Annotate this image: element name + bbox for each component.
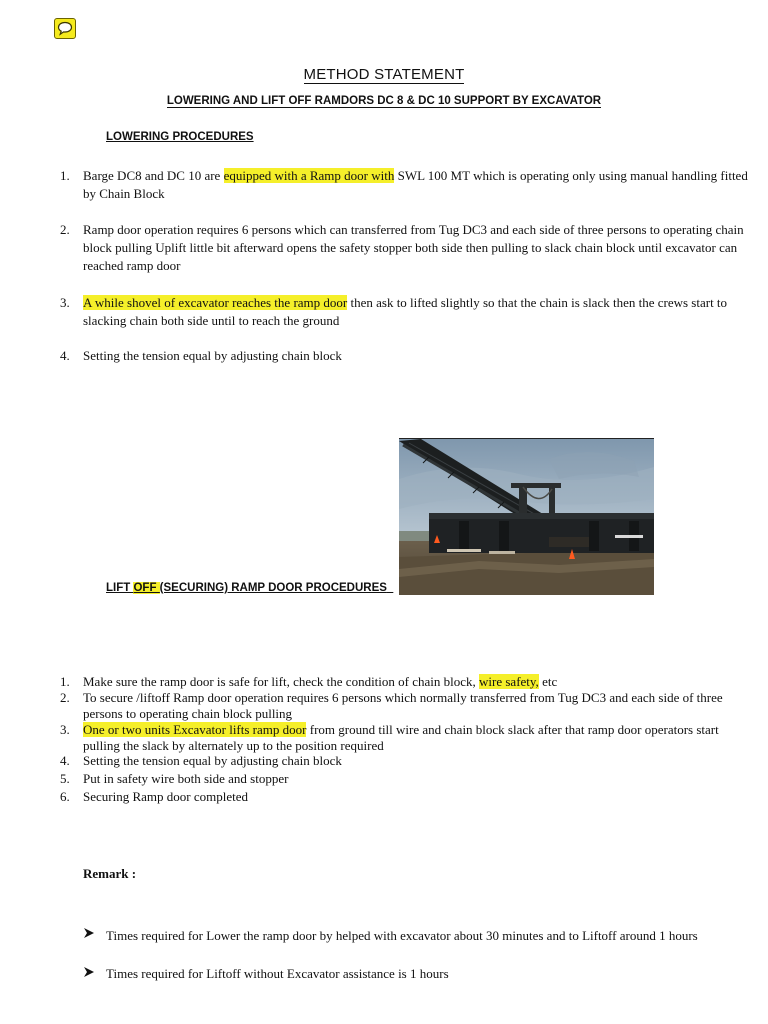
list-number: 3. (60, 722, 70, 737)
remark-bullet-2: Times required for Liftoff without Excavator assistance is 1 hours (106, 966, 449, 981)
list-number: 1. (60, 674, 70, 689)
list-number: 1. (60, 168, 70, 183)
list-number: 2. (60, 222, 70, 237)
liftoff-step-1: Make sure the ramp door is safe for lift, check the condition of chain block, wire safety, etc (83, 674, 558, 689)
document-subtitle: LOWERING AND LIFT OFF RAMDORS DC 8 & DC 10 SUPPORT BY EXCAVATOR (166, 95, 602, 107)
liftoff-step-5: Put in safety wire both side and stopper (83, 771, 289, 786)
highlighted-text: One or two units Excavator lifts ramp door (83, 722, 307, 737)
liftoff-step-6: Securing Ramp door completed (83, 789, 248, 804)
liftoff-heading: LIFT OFF (SECURING) RAMP DOOR PROCEDURES (106, 582, 387, 594)
arrowhead-bullet-icon (83, 966, 95, 982)
lowering-heading: LOWERING PROCEDURES (106, 131, 254, 143)
remark-bullet-1: Times required for Lower the ramp door by helped with excavator about 30 minutes and to Liftoff around 1 hours (106, 928, 698, 943)
lowering-step-1: Barge DC8 and DC 10 are equipped with a Ramp door with SWL 100 MT which is operating only using manual handling fitted by Chain Block (83, 168, 748, 201)
list-number: 2. (60, 690, 70, 705)
highlighted-text: equipped with a Ramp door with (223, 168, 395, 183)
highlighted-text: wire safety, (479, 674, 539, 689)
liftoff-step-2: To secure /liftoff Ramp door operation requires 6 persons which normally transferred from Tug DC3 and each side of three persons to operating chain block pulling (83, 690, 723, 721)
liftoff-step-3: One or two units Excavator lifts ramp door from ground till wire and chain block slack after that ramp door operators start pulling the slack by alternately up to the position required (83, 722, 719, 753)
remark-label: Remark : (83, 866, 137, 881)
highlighted-text: OFF (133, 582, 160, 594)
lowering-step-4: Setting the tension equal by adjusting chain block (83, 348, 342, 363)
list-number: 6. (60, 789, 70, 804)
arrowhead-bullet-icon (83, 927, 95, 943)
list-number: 3. (60, 295, 70, 310)
barge-ramp-door-photo (399, 438, 654, 595)
liftoff-step-4: Setting the tension equal by adjusting chain block (83, 753, 342, 768)
comment-icon[interactable] (54, 18, 76, 39)
lowering-step-3: A while shovel of excavator reaches the ramp door then ask to lifted slightly so that the chain is slack then the crews start to slacking chain both side until to reach the ground (83, 295, 728, 328)
lowering-step-2: Ramp door operation requires 6 persons which can transferred from Tug DC3 and each side of three persons to operating chain block pulling Uplift little bit afterward opens the safety stopper both side then pulling to slack chain block until excavator can reached ramp door (83, 222, 744, 273)
document-title: METHOD STATEMENT (303, 66, 465, 83)
list-number: 4. (60, 753, 70, 768)
list-number: 5. (60, 771, 70, 786)
highlighted-text: A while shovel of excavator reaches the ramp door (83, 295, 348, 310)
list-number: 4. (60, 348, 70, 363)
